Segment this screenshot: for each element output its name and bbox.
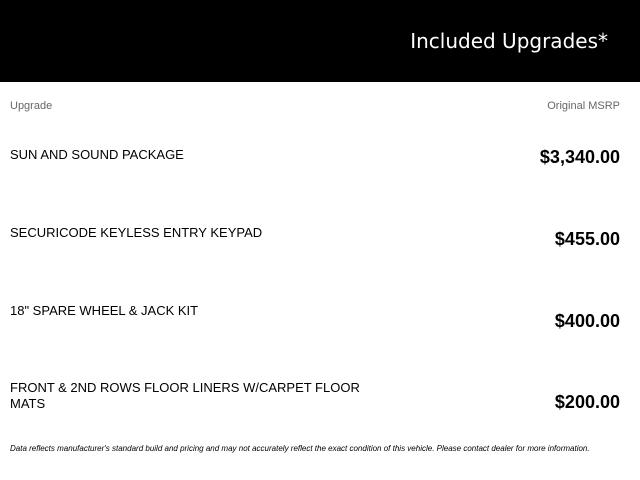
disclaimer-text: Data reflects manufacturer's standard build and pricing and may not accurately reflect the exact condition of this vehicle. Please contact dealer for more information.: [10, 444, 590, 453]
upgrade-name: 18" SPARE WHEEL & JACK KIT: [10, 303, 199, 318]
upgrade-name: SUN AND SOUND PACKAGE: [10, 147, 184, 162]
upgrade-name: FRONT & 2ND ROWS FLOOR LINERS W/CARPET FLOOR MATS: [10, 380, 360, 411]
column-header-msrp: Original MSRP: [547, 100, 620, 112]
column-header-upgrade: Upgrade: [10, 100, 53, 112]
upgrade-price: $400.00: [554, 311, 620, 331]
page-title: Included Upgrades*: [410, 29, 608, 53]
upgrade-name: SECURICODE KEYLESS ENTRY KEYPAD: [10, 225, 263, 240]
header-banner: [0, 0, 640, 82]
upgrade-price: $3,340.00: [539, 147, 620, 167]
upgrade-price: $200.00: [554, 392, 620, 412]
upgrade-price: $455.00: [554, 229, 620, 249]
